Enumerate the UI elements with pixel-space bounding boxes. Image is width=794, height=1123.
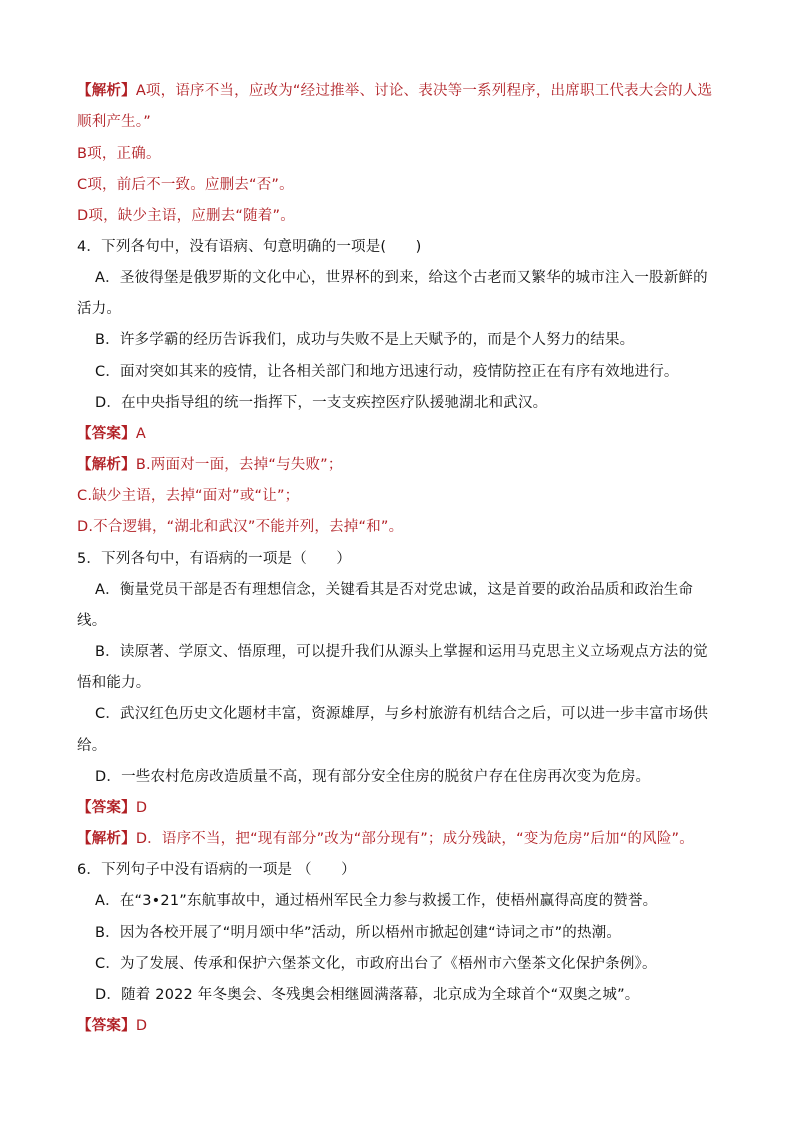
option-text: C．武汉红色历史文化题材丰富，资源雄厚，与乡村旅游有机结合之后，可以进一步丰富市场供 (95, 706, 709, 722)
answer-tag: 【答案】 (77, 1018, 136, 1034)
analysis-text: A项，语序不当，应改为“经过推举、讨论、表决等一系列程序，出席职工代表大会的人选 (135, 83, 713, 99)
option-text: A．圣彼得堡是俄罗斯的文化中心，世界杯的到来，给这个古老而又繁华的城市注入一股新鲜的 (95, 270, 708, 286)
answer-text: D (135, 1018, 148, 1034)
answer-tag: 【答案】 (77, 800, 136, 816)
answer-tag: 【答案】 (77, 426, 136, 442)
analysis-text: 顺利产生。” (77, 114, 151, 130)
option-line (95, 891, 657, 911)
option-line (95, 642, 708, 662)
option-line (95, 704, 708, 724)
answer-line (77, 424, 146, 444)
analysis-line (77, 175, 294, 195)
option-line (77, 736, 106, 756)
option-line (95, 362, 679, 382)
answer-text: D (135, 800, 148, 816)
question-text: 4．下列各句中，没有语病、句意明确的一项是( ) (77, 239, 422, 255)
analysis-text: C.缺少主语，去掉“面对”或“让”； (77, 488, 300, 504)
analysis-text: B项，正确。 (77, 146, 161, 162)
option-text: C．为了发展、传承和保护六堡茶文化，市政府出台了《梧州市六堡茶文化保护条例》。 (95, 956, 657, 972)
analysis-text: C项，前后不一致。应删去“否”。 (77, 177, 294, 193)
analysis-line (77, 829, 694, 849)
option-line (95, 580, 693, 600)
option-line (77, 299, 121, 319)
question-5-stem (77, 549, 351, 569)
option-text: B．许多学霸的经历告诉我们，成功与失败不是上天赋予的，而是个人努力的结果。 (95, 332, 635, 348)
option-text: D．在中央指导组的统一指挥下，一支支疾控医疗队援驰湖北和武汉。 (95, 395, 548, 411)
analysis-line (77, 455, 343, 475)
option-line (95, 330, 634, 350)
option-text: C．面对突如其来的疫情，让各相关部门和地方迅速行动，疫情防控正在有序有效地进行。 (95, 364, 679, 380)
option-line (77, 611, 106, 631)
analysis-text: B.两面对一面，去掉“与失败”； (135, 457, 343, 473)
option-text: 线。 (77, 613, 107, 629)
analysis-line (77, 206, 295, 226)
answer-text: A (135, 426, 146, 442)
analysis-text: D.不合逻辑，“湖北和武汉”不能并列，去掉“和”。 (77, 519, 404, 535)
analysis-line (77, 81, 712, 101)
option-text: A．在“3•21”东航事故中，通过梧州军民全力参与救援工作，使梧州赢得高度的赞誉。 (95, 893, 658, 909)
analysis-line (77, 486, 299, 506)
option-line (95, 393, 547, 413)
option-line (95, 767, 650, 787)
analysis-line (77, 517, 403, 537)
option-line (95, 923, 621, 943)
question-text: 6．下列句子中没有语病的一项是 （ ） (77, 862, 356, 878)
option-text: 给。 (77, 738, 107, 754)
option-text: B．因为各校开展了“明月颂中华”活动，所以梧州市掀起创建“诗词之市”的热潮。 (95, 925, 622, 941)
option-text: D．一些农村危房改造质量不高，现有部分安全住房的脱贫户存在住房再次变为危房。 (95, 769, 651, 785)
analysis-text: D项，缺少主语，应删去“随着”。 (77, 208, 295, 224)
analysis-line (77, 112, 151, 132)
question-6-stem (77, 860, 356, 880)
option-text: D．随着 2022 年冬奥会、冬残奥会相继圆满落幕，北京成为全球首个“双奥之城”。 (95, 987, 640, 1003)
analysis-line (77, 144, 161, 164)
question-4-stem (77, 237, 422, 257)
question-text: 5．下列各句中，有语病的一项是（ ） (77, 551, 352, 567)
analysis-tag: 【解析】 (77, 831, 136, 847)
analysis-tag: 【解析】 (77, 457, 136, 473)
option-line (95, 954, 657, 974)
option-line (95, 268, 708, 288)
option-text: 活力。 (77, 301, 122, 317)
option-text: 悟和能力。 (77, 675, 151, 691)
option-text: A．衡量党员干部是否有理想信念，关键看其是否对党忠诚，这是首要的政治品质和政治生命 (95, 582, 694, 598)
answer-line (77, 1016, 147, 1036)
answer-line (77, 798, 147, 818)
option-line (77, 673, 151, 693)
option-line (95, 985, 640, 1005)
option-text: B．读原著、学原文、悟原理，可以提升我们从源头上掌握和运用马克思主义立场观点方法的觉 (95, 644, 708, 660)
analysis-text: D．语序不当，把“现有部分”改为“部分现有”；成分残缺，“变为危房”后加“的风险”。 (135, 831, 694, 847)
analysis-tag: 【解析】 (77, 83, 136, 99)
